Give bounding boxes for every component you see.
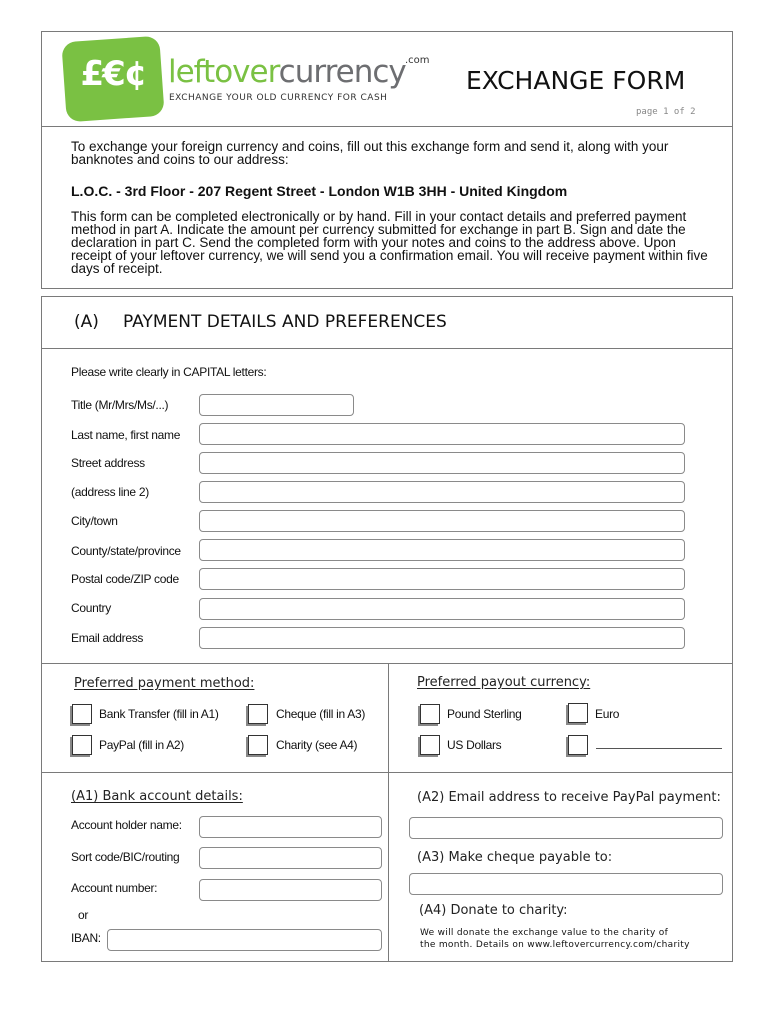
name-label: Last name, first name [71,428,181,442]
bank-transfer-checkbox[interactable] [72,704,92,724]
payout-currency-heading: Preferred payout currency: [417,675,591,690]
pound-sterling-label: Pound Sterling [447,707,522,721]
address-line-2-input[interactable] [199,481,685,503]
country-input[interactable] [199,598,685,620]
account-number-label: Account number: [71,881,158,895]
postal-code-label: Postal code/ZIP code [71,572,179,586]
paypal-checkbox[interactable] [72,735,92,755]
other-currency-checkbox[interactable] [568,735,588,755]
address-line-2-label: (address line 2) [71,485,149,499]
a3-heading: (A3) Make cheque payable to: [417,850,613,865]
logo-symbol: £€¢ [80,54,146,94]
a2-heading: (A2) Email address to receive PayPal payment: [417,790,721,805]
us-dollars-checkbox[interactable] [420,735,440,755]
cheque-checkbox[interactable] [248,704,268,724]
capital-letters-instruction: Please write clearly in CAPITAL letters: [71,365,267,379]
intro-address: L.O.C. - 3rd Floor - 207 Regent Street - London W1B 3HH - United Kingdom [71,183,568,199]
iban-input[interactable] [107,929,382,951]
street-label: Street address [71,456,145,470]
details-divider [41,772,733,773]
county-label: County/state/province [71,544,181,558]
brand-currency: currency [278,54,406,90]
payment-method-heading: Preferred payment method: [74,676,255,691]
section-a-header-divider [41,348,733,349]
intro-paragraph-1: To exchange your foreign currency and coins, fill out this exchange form and send it, along with your banknotes and coins to our address: [71,139,669,167]
name-input[interactable] [199,423,685,445]
brand-name [168,54,406,90]
cheque-payee-input[interactable] [409,873,723,895]
page-indicator: page 1 of 2 [636,107,696,117]
section-a-letter: (A) [74,312,99,332]
account-number-input[interactable] [199,879,382,901]
city-label: City/town [71,514,118,528]
title-label: Title (Mr/Mrs/Ms/...) [71,398,169,412]
city-input[interactable] [199,510,685,532]
charity-label: Charity (see A4) [276,738,358,752]
form-title: EXCHANGE FORM [466,66,686,95]
cheque-label: Cheque (fill in A3) [276,707,366,721]
charity-checkbox[interactable] [248,735,268,755]
account-holder-label: Account holder name: [71,818,182,832]
a4-heading: (A4) Donate to charity: [419,903,568,918]
brand-tld: .com [405,55,430,66]
country-label: Country [71,601,111,615]
other-currency-line[interactable] [596,748,722,749]
iban-label: IBAN: [71,931,101,945]
charity-info-line-1: We will donate the exchange value to the charity of [420,928,669,938]
title-input[interactable] [199,394,354,416]
postal-code-input[interactable] [199,568,685,590]
us-dollars-label: US Dollars [447,738,502,752]
paypal-email-input[interactable] [409,817,723,839]
section-a-title: PAYMENT DETAILS AND PREFERENCES [123,312,447,332]
intro-paragraph-2: This form can be completed electronically or by hand. Fill in your contact details and preferred payment method in part A. Indicate the amount per currency submitted for exchange in part B. Sign and date the declaration in part C. Send the completed form with your notes and coins to the address above. Upon receipt of your leftover currency, we will send you a confirmation email. You will receive payment within five days of receipt. [71,209,708,276]
column-divider [388,663,389,962]
pound-sterling-checkbox[interactable] [420,704,440,724]
euro-label: Euro [595,707,620,721]
paypal-label: PayPal (fill in A2) [99,738,185,752]
email-label: Email address [71,631,144,645]
account-holder-input[interactable] [199,816,382,838]
charity-info-line-2: the month. Details on www.leftovercurrency.com/charity [420,940,690,950]
email-input[interactable] [199,627,685,649]
or-label: or [78,908,89,922]
county-input[interactable] [199,539,685,561]
sort-code-label: Sort code/BIC/routing [71,850,180,864]
brand-tagline: EXCHANGE YOUR OLD CURRENCY FOR CASH [169,93,388,103]
euro-checkbox[interactable] [568,703,588,723]
street-input[interactable] [199,452,685,474]
sort-code-input[interactable] [199,847,382,869]
brand-leftover: leftover [168,54,279,90]
bank-transfer-label: Bank Transfer (fill in A1) [99,707,219,721]
a1-heading: (A1) Bank account details: [71,789,243,804]
preferences-divider [41,663,733,664]
